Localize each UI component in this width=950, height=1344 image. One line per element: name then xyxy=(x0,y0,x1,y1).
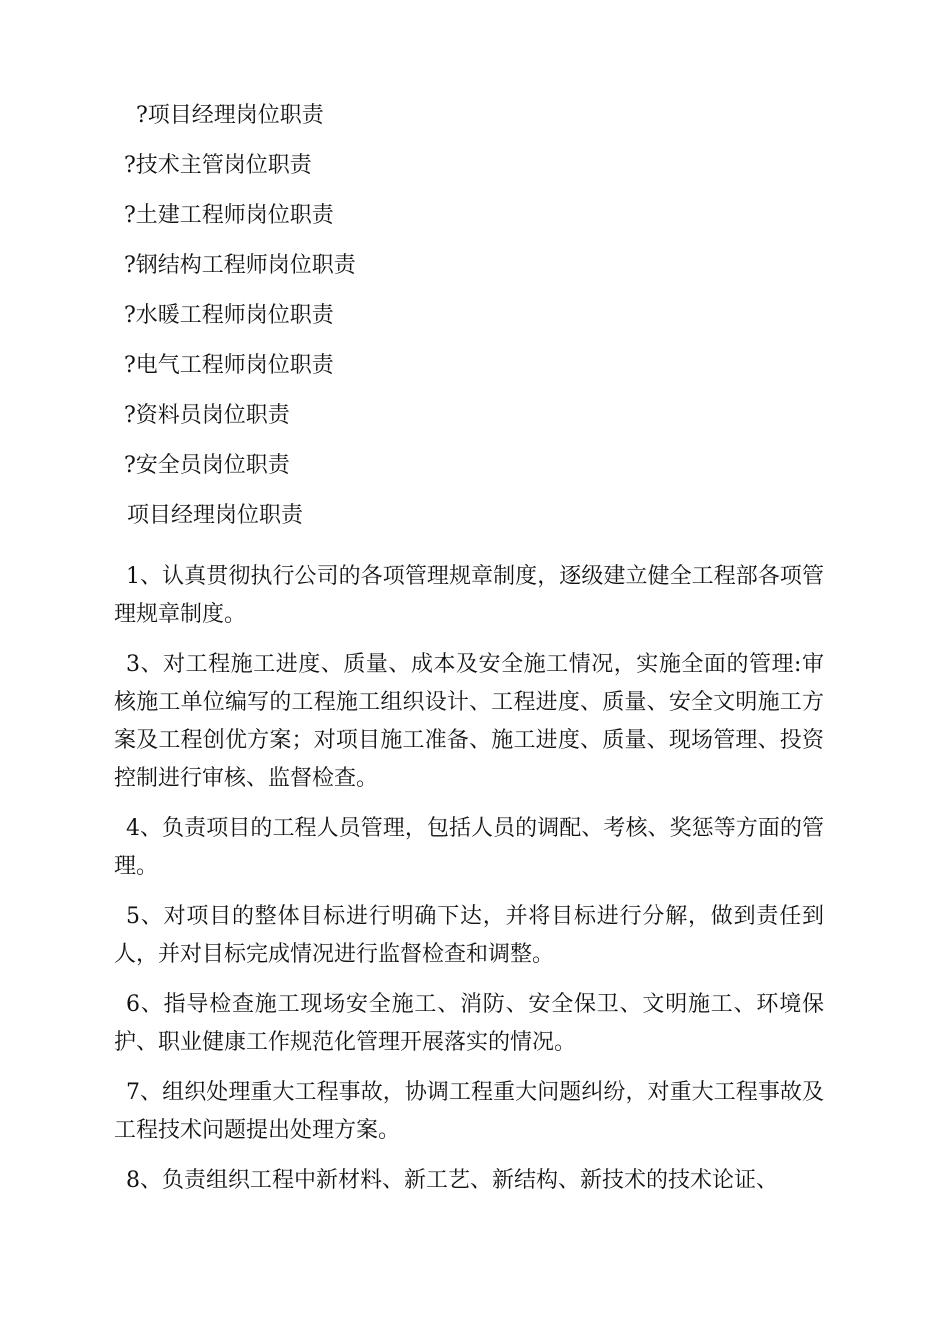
toc-item-safety-officer: ?安全员岗位职责 xyxy=(124,453,290,478)
toc-item-plumbing-heating-engineer: ?水暖工程师岗位职责 xyxy=(124,303,334,328)
paragraph: 4、负责项目的工程人员管理，包括人员的调配、考核、奖惩等方面的管理。 xyxy=(114,816,824,879)
table-of-contents xyxy=(124,102,824,530)
section-title: 项目经理岗位职责 xyxy=(127,503,304,528)
paragraph: 5、对项目的整体目标进行明确下达，并将目标进行分解，做到责任到人，并对目标完成情况进行监督检查和调整。 xyxy=(114,904,824,967)
paragraph: 6、指导检查施工现场安全施工、消防、安全保卫、文明施工、环境保护、职业健康工作规范化管理开展落实的情况。 xyxy=(114,992,824,1055)
paragraph: 7、组织处理重大工程事故，协调工程重大问题纠纷，对重大工程事故及工程技术问题提出处理方案。 xyxy=(114,1080,824,1143)
toc-item-documentation-clerk: ?资料员岗位职责 xyxy=(124,403,290,428)
paragraph: 1、认真贯彻执行公司的各项管理规章制度，逐级建立健全工程部各项管理规章制度。 xyxy=(114,564,824,627)
paragraph: 3、对工程施工进度、质量、成本及安全施工情况，实施全面的管理:审核施工单位编写的工程施工组织设计、工程进度、质量、安全文明施工方案及工程创优方案；对项目施工准备、施工进度、质量、现场管理、投资控制进行审核、监督检查。 xyxy=(114,652,824,791)
toc-item-steel-structure-engineer: ?钢结构工程师岗位职责 xyxy=(124,253,356,278)
toc-item-civil-engineer: ?土建工程师岗位职责 xyxy=(124,203,334,228)
paragraph: 8、负责组织工程中新材料、新工艺、新结构、新技术的技术论证、 xyxy=(126,1168,778,1193)
document-body xyxy=(114,558,824,1212)
toc-item-technical-supervisor: ?技术主管岗位职责 xyxy=(124,153,312,178)
toc-item-project-manager: ?项目经理岗位职责 xyxy=(136,103,324,128)
toc-item-electrical-engineer: ?电气工程师岗位职责 xyxy=(124,353,334,378)
